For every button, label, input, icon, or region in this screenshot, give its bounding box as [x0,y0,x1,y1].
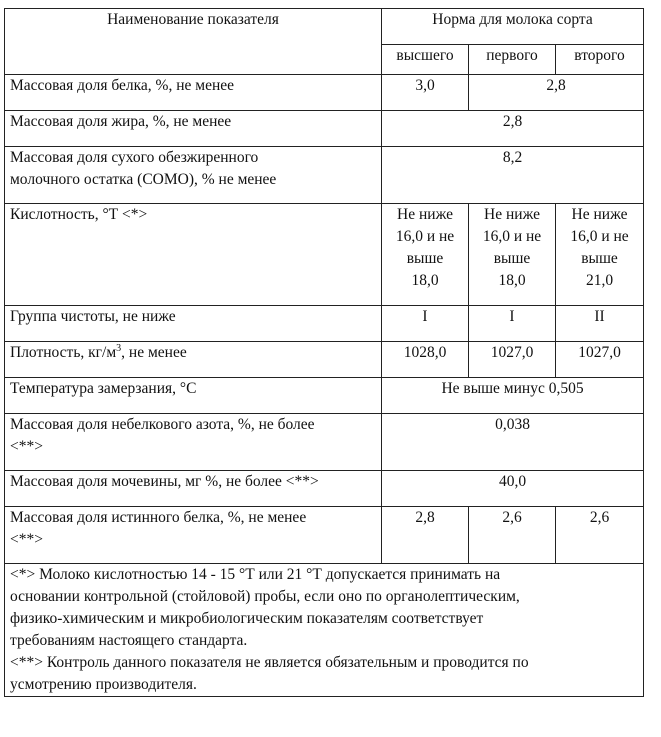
true-protein-line2: <**> [10,531,43,548]
value-fat: 2,8 [382,111,644,147]
table-row [5,471,644,507]
density-label-text: Плотность, кг/м [10,344,117,361]
value-density-second: 1027,0 [556,342,644,378]
value-urea: 40,0 [382,471,644,507]
row-label-purity: Группа чистоты, не ниже [5,306,382,342]
acidity-first-line1: Не ниже [484,206,540,223]
value-purity-second: II [556,306,644,342]
footnote-1-line3: физико-химическим и микробиологическим показателям соответствует [10,610,484,627]
value-protein-first-second: 2,8 [469,75,644,111]
value-protein-top: 3,0 [382,75,469,111]
value-nonprotein-n: 0,038 [382,414,644,471]
table-row [5,111,644,147]
value-acidity-top [382,204,469,306]
value-acidity-first [469,204,556,306]
grade-header-top: высшего [382,45,469,75]
row-label-density [5,342,382,378]
table-row [5,147,644,204]
density-label-sup: 3 [116,342,122,354]
row-label-true-protein [5,507,382,564]
acidity-top-line3: выше [406,250,444,267]
acidity-top-line2: 16,0 и не [395,228,455,245]
footnotes [5,564,644,697]
milk-quality-table [4,8,644,697]
footnote-1-line2: основании контрольной (стойловой) пробы, если оно по органолептическим, [10,588,520,605]
table-row [5,414,644,471]
row-label-nonprotein-n [5,414,382,471]
row-label-protein: Массовая доля белка, %, не менее [5,75,382,111]
table-row [5,204,644,306]
value-true-protein-second: 2,6 [556,507,644,564]
table-row [5,507,644,564]
footnote-1-line4: требованиям настоящего стандарта. [10,632,248,649]
grade-header-first: первого [469,45,556,75]
value-true-protein-top: 2,8 [382,507,469,564]
value-freezing: Не выше минус 0,505 [382,378,644,414]
value-density-first: 1027,0 [469,342,556,378]
acidity-second-line3: выше [581,250,618,267]
table-row [5,75,644,111]
density-label-suffix: , не менее [121,344,187,361]
true-protein-line1: Массовая доля истинного белка, %, не менее [10,509,307,526]
table-row [5,378,644,414]
table-row [5,306,644,342]
table-row [5,342,644,378]
footnote-1-line1: <*> Молоко кислотностью 14 - 15 °Т или 21 °Т допускается принимать на [10,566,501,583]
acidity-first-line3: выше [493,250,531,267]
row-label-somo-line2: молочного остатка (СОМО), % не менее [10,171,277,188]
row-label-somo-line1: Массовая доля сухого обезжиренного [10,149,259,166]
norm-header: Норма для молока сорта [382,9,644,45]
nonprotein-n-line1: Массовая доля небелкового азота, %, не более [10,416,315,433]
acidity-first-line4: 18,0 [498,272,526,289]
row-label-freezing: Температура замерзания, °С [5,378,382,414]
value-true-protein-first: 2,6 [469,507,556,564]
acidity-second-line1: Не ниже [571,206,628,223]
acidity-top-line1: Не ниже [397,206,453,223]
indicator-header: Наименование показателя [5,9,382,75]
acidity-second-line4: 21,0 [585,272,614,289]
header-row-1 [5,9,644,45]
nonprotein-n-line2: <**> [10,438,43,455]
row-label-fat: Массовая доля жира, %, не менее [5,111,382,147]
footnote-2-line2: усмотрению производителя. [10,676,197,693]
row-label-urea: Массовая доля мочевины, мг %, не более <**> [5,471,382,507]
acidity-second-line2: 16,0 и не [570,228,629,245]
value-acidity-second [556,204,644,306]
row-label-acidity: Кислотность, °Т <*> [5,204,382,306]
footnote-2-line1: <**> Контроль данного показателя не является обязательным и проводится по [10,654,529,671]
value-purity-top: I [382,306,469,342]
acidity-first-line2: 16,0 и не [482,228,542,245]
value-somo: 8,2 [382,147,644,204]
notes-row [5,564,644,697]
acidity-top-line4: 18,0 [411,272,439,289]
value-purity-first: I [469,306,556,342]
row-label-somo [5,147,382,204]
value-density-top: 1028,0 [382,342,469,378]
grade-header-second: второго [556,45,644,75]
